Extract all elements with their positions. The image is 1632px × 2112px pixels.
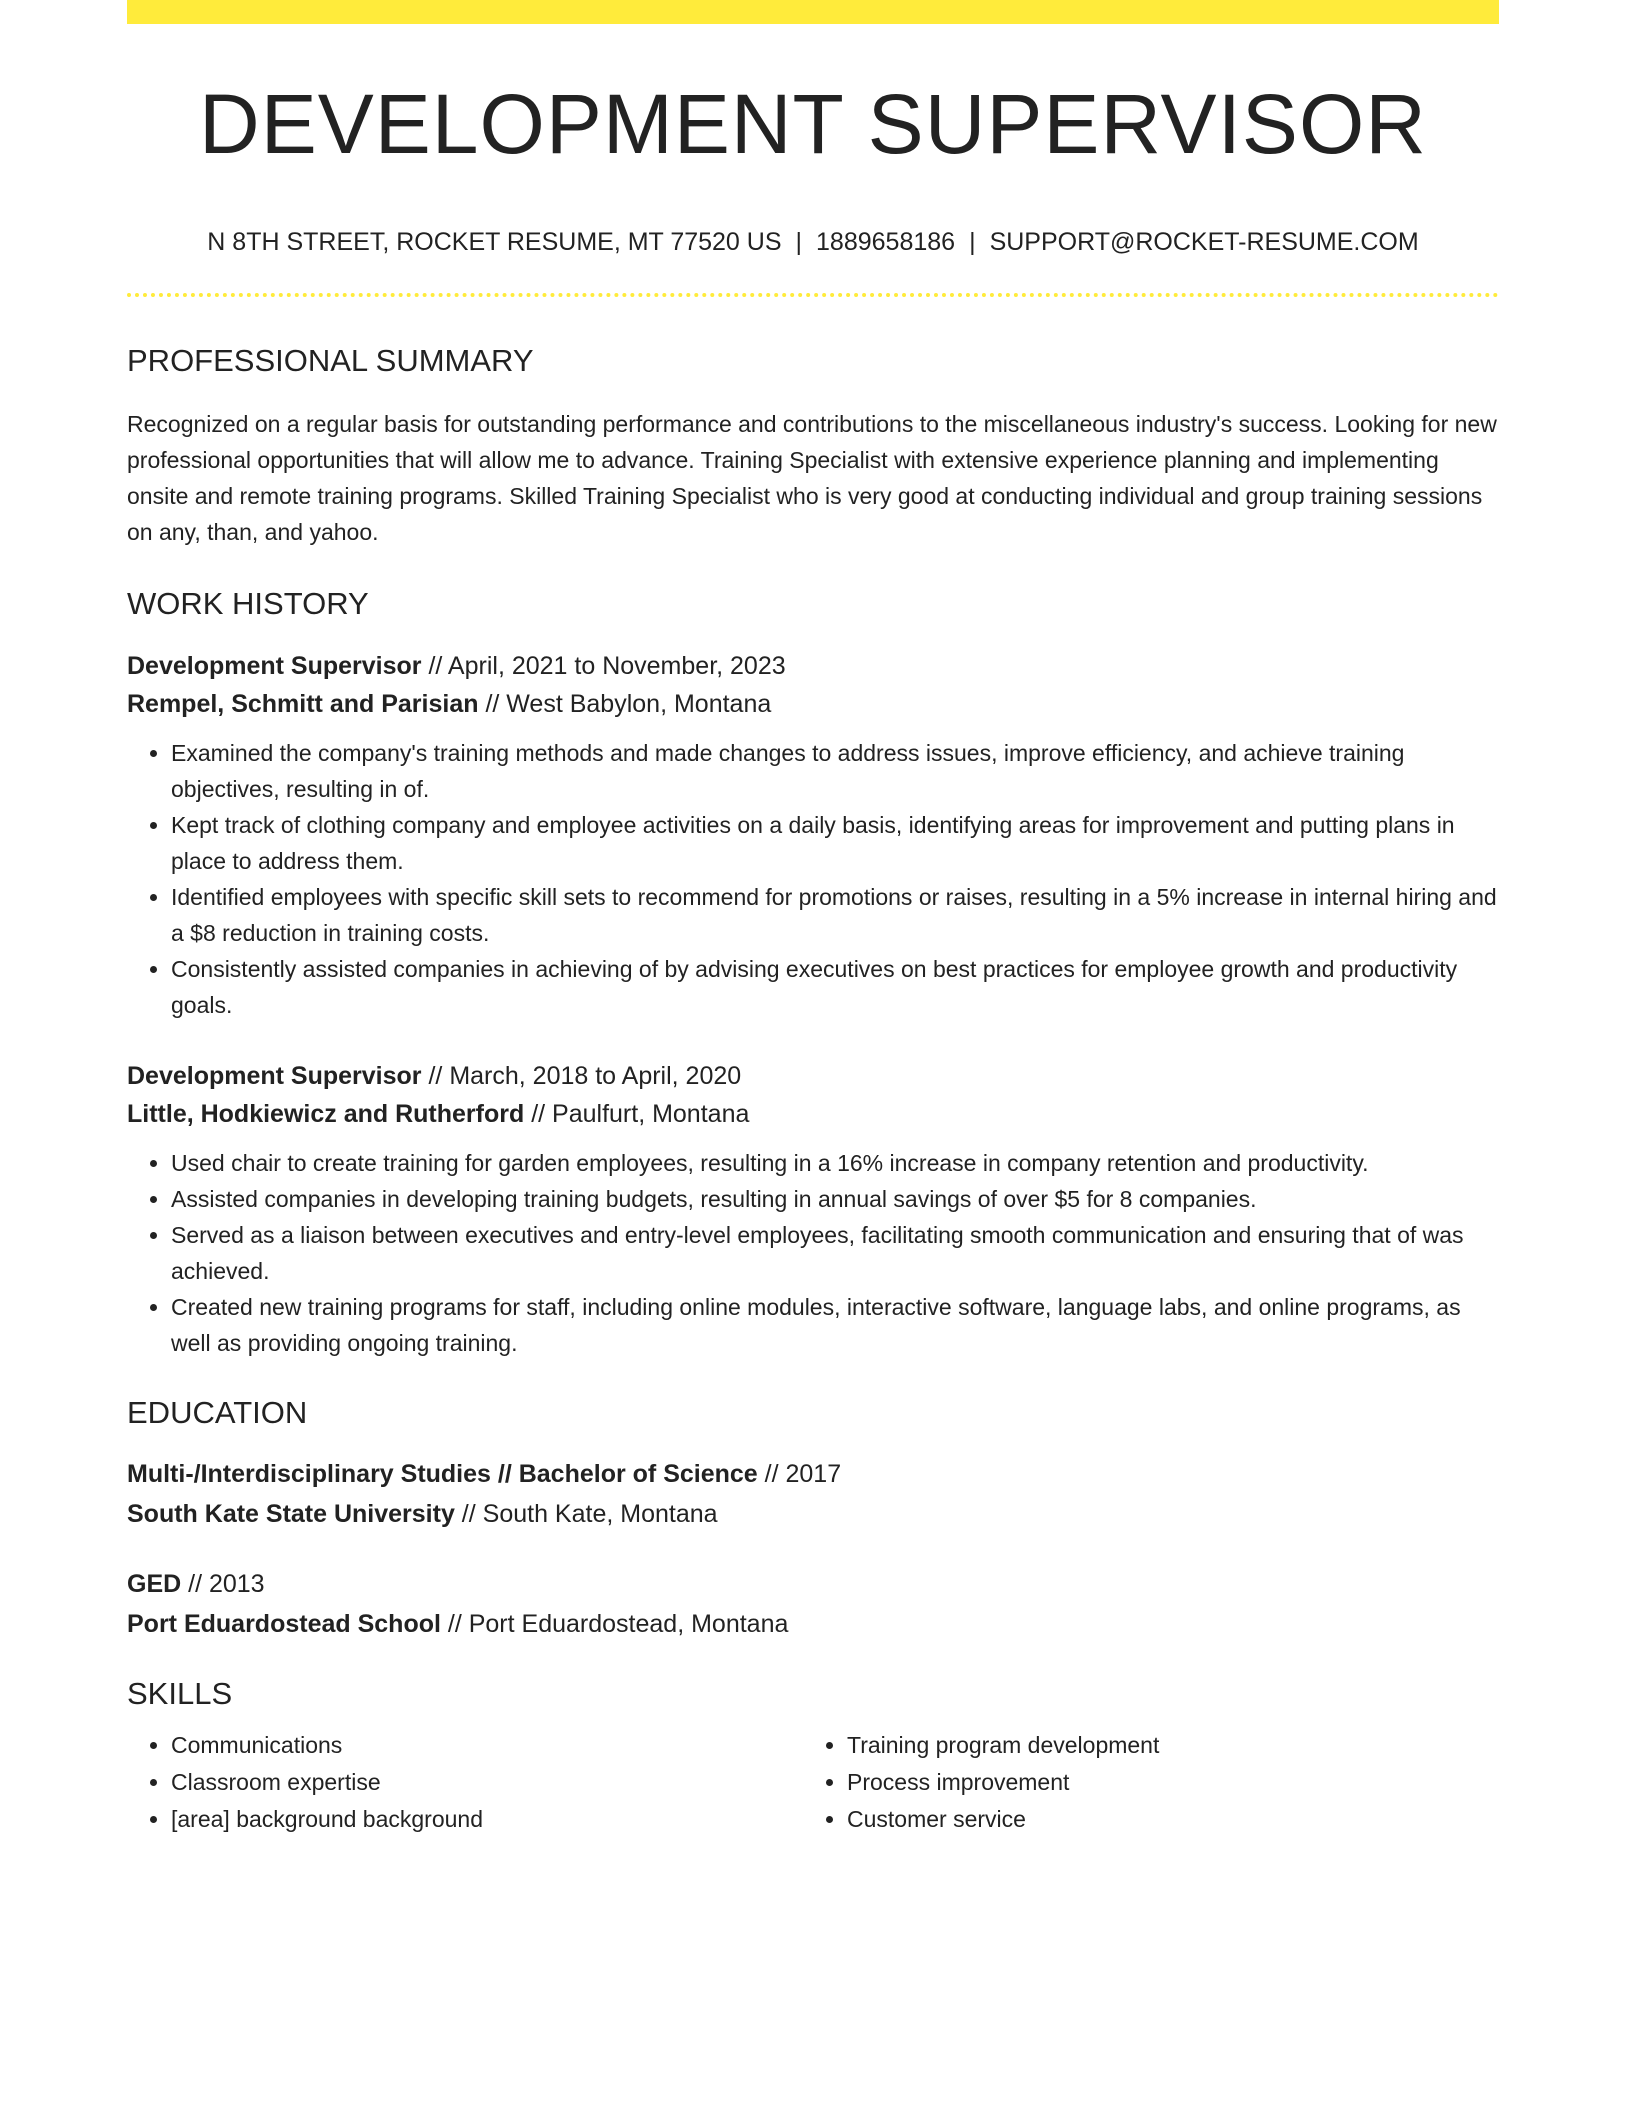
work-history-section-title: WORK HISTORY [127,586,369,621]
accent-top-bar [127,0,1499,24]
job-location: // West Babylon, Montana [478,690,772,718]
list-item: • Created new training programs for staff, including online modules, interactive software, language labs, and online programs, as well as providing ongoing training. [171,1289,1499,1361]
job-role: Development Supervisor [127,1062,422,1090]
contact-separator: | [969,228,976,256]
education-school: South Kate State University [127,1500,455,1528]
education-year: // 2017 [757,1460,842,1488]
resume-page [127,0,1499,1838]
contact-separator: | [795,228,803,256]
skills-right-list [803,1727,1479,1838]
job-dates: // March, 2018 to April, 2020 [421,1062,742,1090]
job-entry-1-header [127,647,1499,723]
resume-name-heading: DEVELOPMENT SUPERVISOR [199,77,1427,171]
job-dates: // April, 2021 to November, 2023 [421,652,786,680]
job-role-line [127,647,1499,685]
job-company-line [127,685,1499,723]
education-school-line [127,1494,1499,1534]
summary-text: Recognized on a regular basis for outstanding performance and contributions to the miscellaneous industry's success. Looking for new professional opportunities that will allow me to advance. Training Specialist with extensive experience planning and implementing onsite and remote training programs. Skilled Training Specialist who is very good at conducting individual and group training sessions on any, than, and yahoo. [127,411,1497,545]
list-item: • Process improvement [847,1764,1479,1801]
list-item: • Served as a liaison between executives and entry-level employees, facilitating smooth communication and ensuring that of was achieved. [171,1217,1499,1289]
list-item: • Kept track of clothing company and employee activities on a daily basis, identifying areas for improvement and putting plans in place to address them. [171,807,1499,879]
job-2-bullet-list [127,1145,1499,1361]
job-1-bullet-list [127,735,1499,1023]
education-degree-line [127,1454,1499,1494]
job-company: Rempel, Schmitt and Parisian [127,690,479,718]
contact-email: SUPPORT@ROCKET-RESUME.COM [989,228,1419,256]
job-entry-2-header [127,1057,1499,1133]
job-company-line [127,1095,1499,1133]
education-entry-1 [127,1454,1499,1534]
list-item: • Used chair to create training for garden employees, resulting in a 16% increase in company retention and productivity. [171,1145,1499,1181]
skills-columns [127,1727,1499,1838]
summary-section-title: PROFESSIONAL SUMMARY [127,343,534,378]
education-location: // Port Eduardostead, Montana [440,1610,789,1638]
list-item: • Assisted companies in developing training budgets, resulting in annual savings of over $5 for 8 companies. [171,1181,1499,1217]
list-item: • Identified employees with specific skill sets to recommend for promotions or raises, resulting in a 5% increase in internal hiring and a $8 reduction in training costs. [171,879,1499,951]
education-section-title: EDUCATION [127,1395,308,1430]
list-item: • Examined the company's training methods and made changes to address issues, improve efficiency, and achieve training objectives, resulting in of. [171,735,1499,807]
contact-address: N 8TH STREET, ROCKET RESUME, MT 77520 US [207,228,782,256]
education-degree: GED [127,1570,182,1598]
education-entry-2 [127,1564,1499,1644]
job-role-line [127,1057,1499,1095]
list-item: • Classroom expertise [171,1764,803,1801]
list-item: • Training program development [847,1727,1479,1764]
skills-left-list [127,1727,803,1838]
education-degree: Multi-/Interdisciplinary Studies // Bachelor of Science [127,1460,758,1488]
education-location: // South Kate, Montana [454,1500,718,1528]
education-year: // 2013 [181,1570,265,1598]
list-item: • Consistently assisted companies in achieving of by advising executives on best practices for employee growth and productivity goals. [171,951,1499,1023]
education-school-line [127,1604,1499,1644]
education-school: Port Eduardostead School [127,1610,441,1638]
skills-section-title: SKILLS [127,1676,233,1711]
contact-phone: 1889658186 [816,228,956,256]
contact-line [127,230,1499,255]
list-item: • Customer service [847,1801,1479,1838]
job-role: Development Supervisor [127,652,422,680]
education-degree-line [127,1564,1499,1604]
list-item: • [area] background background [171,1801,803,1838]
dotted-divider [127,293,1499,297]
job-location: // Paulfurt, Montana [524,1100,750,1128]
list-item: • Communications [171,1727,803,1764]
job-company: Little, Hodkiewicz and Rutherford [127,1100,525,1128]
